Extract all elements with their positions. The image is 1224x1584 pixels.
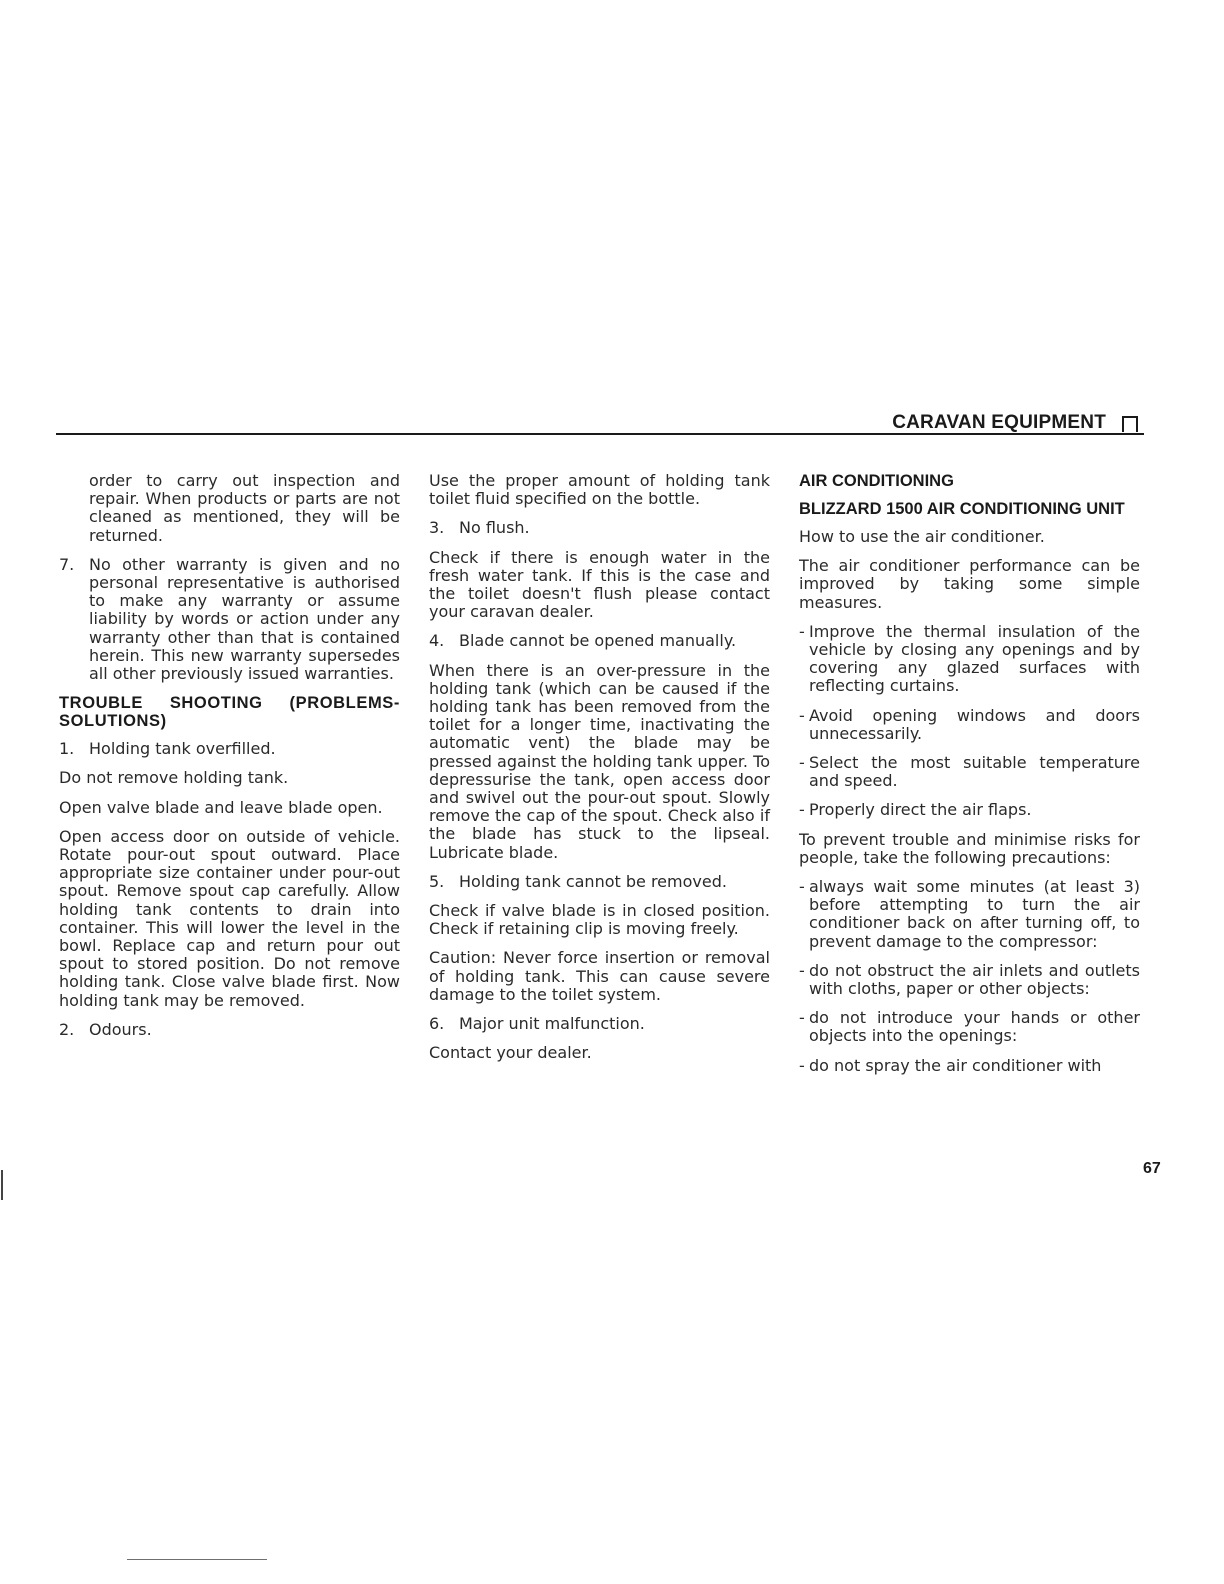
bullet-item [799,754,1140,790]
column-middle [429,472,770,1073]
paragraph: When there is an over-pressure in the holding tank (which can be caused if the holding tank has been removed from the toilet for a longer time, inactivating the automatic vent) the blade may be pressed against the holding tank upper. To depressurise the tank, open access door and swivel out the pour-out spout. Slowly remove the cap of the spout. Check also if the blade has stuck to the lipseal. Lubricate blade. [429,660,770,862]
paragraph: How to use the air conditioner. [799,527,1045,546]
page-number: 67 [1143,1160,1161,1177]
list-item [59,1021,400,1039]
section-marker-icon [1122,416,1138,432]
list-item [429,632,770,650]
paragraph: Open access door on outside of vehicle. Rotate pour-out spout outward. Place appropriate size container under pour-out spout. Remove spout cap carefully. Allow holding tank contents to drain into container. This will lower the level in the bowl. Replace cap and return pour out spout to stored position. Do not remove holding tank. Close valve blade first. Now holding tank may be removed. [59,826,400,1010]
bullet-text: Properly direct the air flaps. [809,800,1032,820]
column-left [59,472,400,1050]
item-text: Major unit malfunction. [459,1014,645,1034]
bullet-item [799,878,1140,951]
list-item [429,1015,770,1033]
bullet-item [799,1009,1140,1045]
list-item [429,873,770,891]
bullet-text: do not obstruct the air inlets and outlets with cloths, paper or other objects: [809,960,1140,999]
item-text: Holding tank cannot be removed. [459,871,727,891]
item-text: Blade cannot be opened manually. [459,631,737,651]
item-number: 3. [429,518,445,538]
paragraph: Contact your dealer. [429,1043,592,1063]
paragraph: Caution: Never force insertion or removal of holding tank. This can cause severe damage to the toilet system. [429,948,770,1004]
list-item [429,519,770,537]
dash-marker: - [799,877,805,897]
item-number: 7. [59,554,75,574]
section-heading: AIR CONDITIONING [799,472,954,490]
paragraph: The air conditioner performance can be improved by taking some simple measures. [799,556,1140,612]
section-heading: TROUBLE SHOOTING (PROBLEMS-SOLUTIONS) [59,694,400,731]
item-text: No other warranty is given and no personal representative is authorised to make any warranty or assume liability by words or action under any warranty other than that is contained herein. This new warranty supersedes all other previously issued warranties. [89,554,400,684]
continued-text: order to carry out inspection and repair. When products or parts are not cleaned as mentioned, they will be returned. [89,471,400,545]
item-number: 5. [429,871,445,891]
dash-marker: - [799,960,805,980]
item-number: 6. [429,1014,445,1034]
paragraph: Open valve blade and leave blade open. [59,797,383,817]
subsection-heading: BLIZZARD 1500 AIR CONDITIONING UNIT [799,500,1125,518]
bullet-text: Improve the thermal insulation of the vehicle by closing any openings and by covering any glazed surfaces with reflecting curtains. [809,621,1140,696]
paragraph: To prevent trouble and minimise risks for people, take the following precautions: [799,829,1140,867]
dash-marker: - [799,621,805,641]
bullet-text: Select the most suitable temperature and speed. [809,753,1140,791]
bullet-item [799,962,1140,998]
bullet-item [799,801,1140,819]
paragraph: Use the proper amount of holding tank toilet fluid specified on the bottle. [429,471,770,509]
paragraph: Check if there is enough water in the fresh water tank. If this is the case and the toilet doesn't flush please contact your caravan dealer. [429,547,770,622]
bullet-item [799,707,1140,743]
dash-marker: - [799,800,805,820]
list-item [59,556,400,683]
dash-marker: - [799,1008,805,1028]
bullet-item [799,623,1140,696]
paragraph: Check if valve blade is in closed position. Check if retaining clip is moving freely. [429,901,770,939]
item-number: 2. [59,1019,75,1039]
item-text: Odours. [89,1019,152,1039]
list-item [59,740,400,758]
item-text: Holding tank overfilled. [89,739,276,759]
bullet-item [799,1057,1140,1075]
column-right [799,472,1140,1086]
bullet-text: do not spray the air conditioner with [809,1055,1102,1075]
bullet-text: always wait some minutes (at least 3) before attempting to turn the air conditioner back on after turning off, to prevent damage to the compressor: [809,877,1140,951]
scan-artifact-line [127,1559,267,1560]
item-text: No flush. [459,518,530,538]
scan-edge-mark [1,1170,3,1200]
item-number: 1. [59,739,75,759]
header-rule [56,433,1144,435]
dash-marker: - [799,753,805,773]
dash-marker: - [799,1055,805,1075]
paragraph: Do not remove holding tank. [59,768,289,788]
item-number: 4. [429,631,445,651]
dash-marker: - [799,705,805,725]
section-title: CARAVAN EQUIPMENT [892,412,1106,433]
bullet-text: do not introduce your hands or other objects into the openings: [809,1008,1140,1046]
bullet-text: Avoid opening windows and doors unnecessarily. [809,705,1140,743]
